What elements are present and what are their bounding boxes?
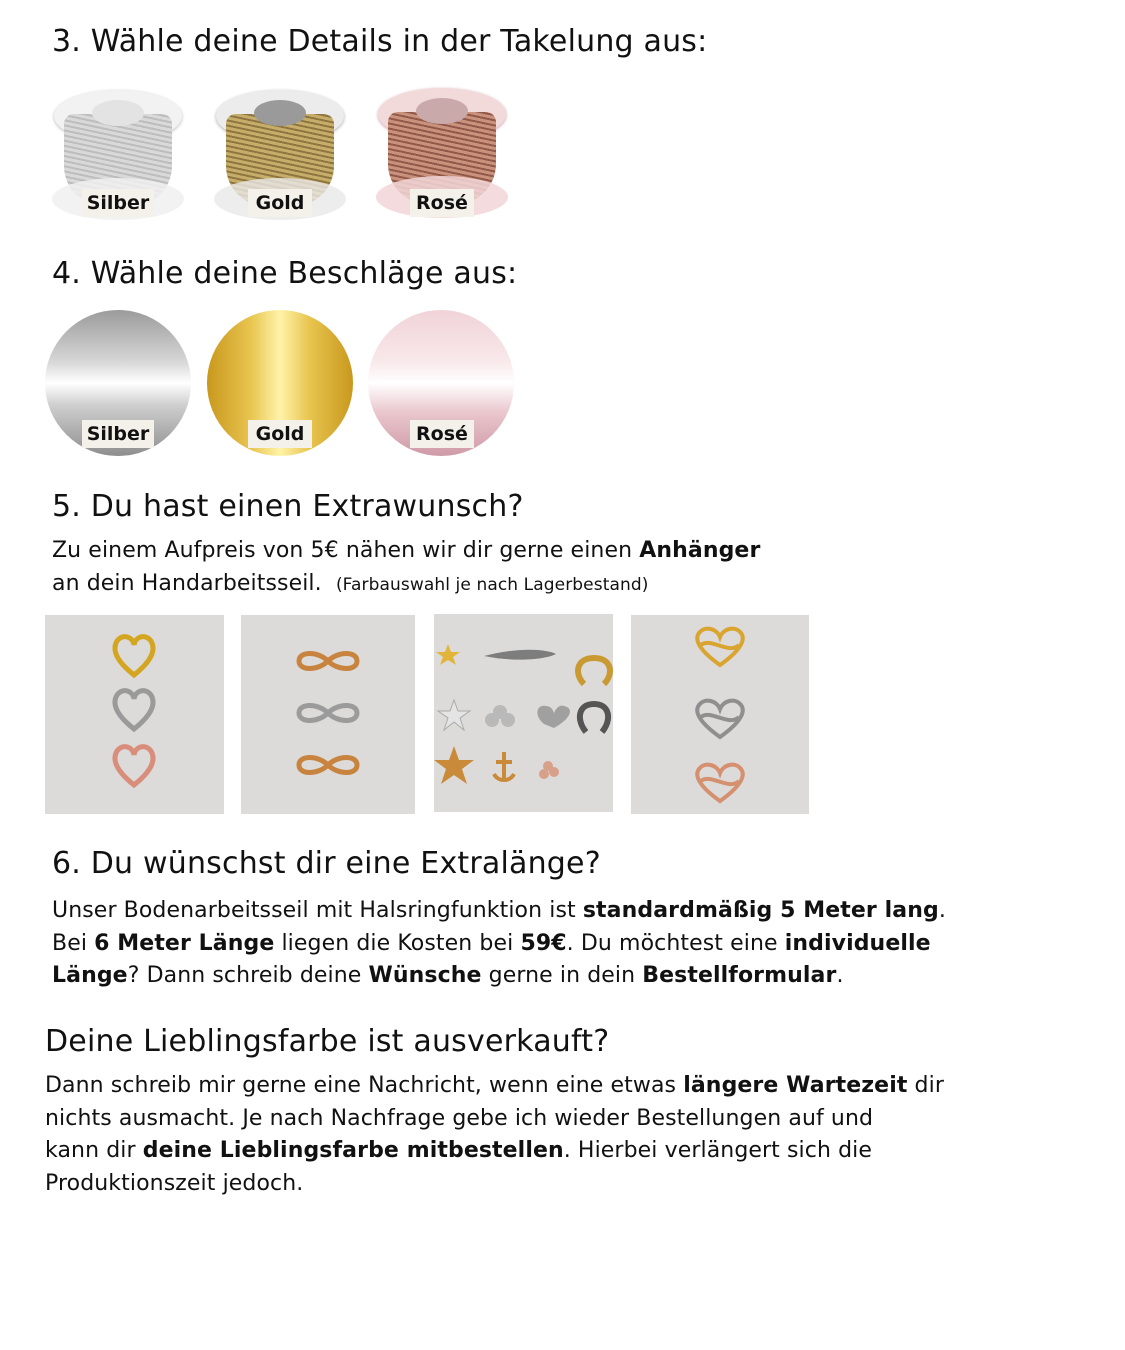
- infinity-charms-photo[interactable]: [241, 615, 415, 814]
- heart-charms-icon: [45, 615, 224, 814]
- section-5-heading: 5. Du hast einen Extrawunsch?: [52, 489, 524, 524]
- spool-label-rose: Rosé: [410, 189, 474, 217]
- section-6-heading: 6. Du wünschst dir eine Extralänge?: [52, 846, 601, 881]
- heart-charms-photo[interactable]: [45, 615, 224, 814]
- section-5-text: Zu einem Aufpreis von 5€ nähen wir dir gerne einen Anhänger an dein Handarbeitsseil. (Farbauswahl je nach Lagerbestand): [52, 538, 761, 596]
- section-3-heading: 3. Wähle deine Details in der Takelung aus:: [52, 24, 708, 59]
- spool-label-gold: Gold: [248, 189, 312, 217]
- heart-infinity-charms-icon: [631, 615, 809, 814]
- fitting-label-silver: Silber: [82, 420, 154, 448]
- assorted-charms-icon: [434, 614, 613, 812]
- section-4-heading: 4. Wähle deine Beschläge aus:: [52, 256, 518, 291]
- section-6-text: Unser Bodenarbeitsseil mit Halsringfunktion ist standardmäßig 5 Meter lang. Bei 6 Meter Länge liegen die Kosten bei 59€. Du möchtest eine individuelle Länge? Dann schreib deine Wünsche gerne in dein Bestellformular.: [52, 898, 946, 988]
- fitting-label-gold: Gold: [248, 420, 312, 448]
- fitting-label-rose: Rosé: [410, 420, 474, 448]
- stock-note: (Farbauswahl je nach Lagerbestand): [335, 574, 649, 595]
- assorted-charms-photo[interactable]: [434, 614, 613, 812]
- infinity-charms-icon: [241, 615, 415, 814]
- section-7-heading: Deine Lieblingsfarbe ist ausverkauft?: [45, 1024, 610, 1059]
- spool-label-silver: Silber: [82, 189, 154, 217]
- heart-infinity-charms-photo[interactable]: [631, 615, 809, 814]
- section-7-text: Dann schreib mir gerne eine Nachricht, wenn eine etwas längere Wartezeit dir nichts ausmacht. Je nach Nachfrage gebe ich wieder Bestellungen auf und kann dir deine Lieblingsfarbe mitbestellen. Hierbei verlängert sich die Produktionszeit jedoch.: [45, 1073, 944, 1196]
